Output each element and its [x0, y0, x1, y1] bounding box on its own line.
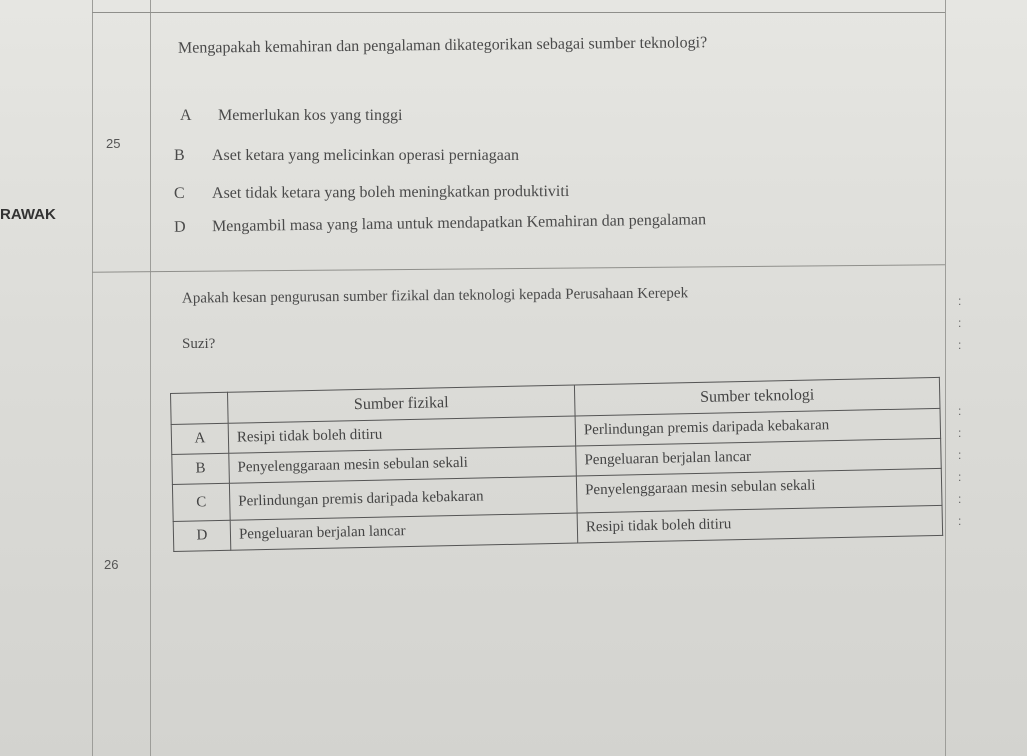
option-text: Mengambil masa yang lama untuk mendapatkan Kemahiran dan pengalaman: [211, 211, 707, 236]
margin-line-right: [945, 0, 946, 756]
cell-fizikal: Pengeluaran berjalan lancar: [230, 513, 578, 550]
cell-teknologi: Pengeluaran berjalan lancar: [576, 438, 942, 476]
row-letter: D: [173, 520, 231, 551]
question-divider: [92, 264, 945, 272]
option-letter: A: [180, 107, 192, 124]
margin-line-question: [150, 0, 151, 756]
table-header-teknologi: Sumber teknologi: [574, 377, 940, 416]
cell-teknologi: Penyelenggaraan mesin sebulan sekali: [576, 468, 942, 513]
cell-fizikal: Perlindungan premis daripada kebakaran: [229, 476, 577, 520]
question-25-text: Mengapakah kemahiran dan pengalaman dikategorikan sebagai sumber teknologi?: [177, 34, 708, 57]
row-letter: C: [172, 483, 230, 521]
table-header-blank: [171, 392, 229, 424]
cell-teknologi: Perlindungan premis daripada kebakaran: [575, 408, 941, 446]
question-number-25: 25: [106, 136, 121, 151]
question-26-text-line2: Suzi?: [182, 336, 216, 352]
question-number-26: 26: [104, 557, 119, 572]
option-text: Memerlukan kos yang tinggi: [218, 107, 403, 124]
option-text: Aset ketara yang melicinkan operasi perniagaan: [212, 147, 519, 164]
table-header-fizikal: Sumber fizikal: [227, 385, 575, 423]
option-25-d: [174, 211, 706, 236]
question-26-text-line1: Apakah kesan pengurusan sumber fizikal dan teknologi kepada Perusahaan Kerepek: [181, 285, 689, 307]
cell-teknologi: Resipi tidak boleh ditiru: [577, 505, 943, 543]
cell-fizikal: Penyelenggaraan mesin sebulan sekali: [229, 446, 577, 483]
row-letter: B: [172, 453, 230, 484]
answer-table: [170, 377, 943, 552]
option-letter: D: [173, 218, 186, 236]
margin-line-left: [92, 0, 93, 756]
top-rule: [92, 12, 945, 13]
side-label: RAWAK: [0, 206, 56, 223]
option-letter: C: [173, 184, 185, 203]
option-letter: B: [174, 147, 185, 164]
row-letter: A: [171, 423, 229, 454]
option-25-b: [174, 147, 519, 165]
edge-marks: : : : : : : : : :: [958, 294, 962, 528]
cell-fizikal: Resipi tidak boleh ditiru: [228, 416, 576, 453]
option-text: Aset tidak ketara yang boleh meningkatkan produktiviti: [211, 182, 570, 202]
option-25-a: [180, 107, 402, 125]
option-25-c: [174, 183, 569, 203]
